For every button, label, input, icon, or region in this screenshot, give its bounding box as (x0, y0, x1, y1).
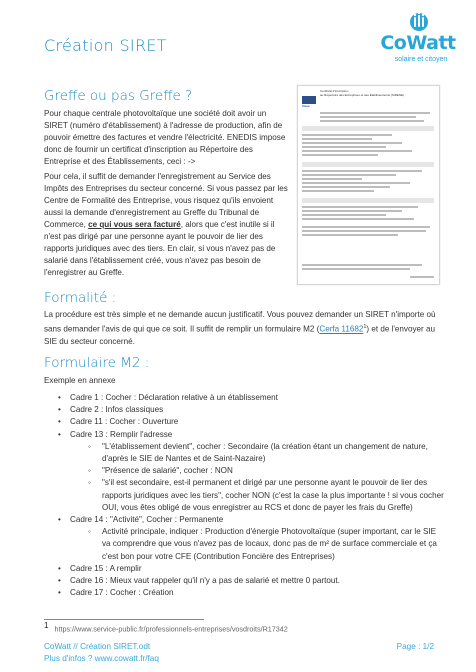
footnote-ref[interactable]: 1 (363, 324, 367, 330)
list-item: • Cadre 16 : Mieux vaut rappeler qu'il n'y a pas de salarié et mettre 0 partout. (44, 575, 444, 587)
section-heading-greffe: Greffe ou pas Greffe ? (44, 88, 193, 104)
certificate-line (302, 218, 414, 220)
cowatt-logo (370, 10, 466, 72)
footnote-url[interactable]: https://www.service-public.fr/professionnels-entreprises/vosdroits/R17342 (54, 624, 288, 634)
logo-tagline: solaire et citoyen (394, 56, 448, 63)
certificate-section-bar (302, 198, 434, 203)
formalite-text-a: La procédure est très simple et ne demande aucun justificatif. Vous pouvez demander un SIRET n'importe où sans demander l'avis de qui que ce soit. Il suffit de remplir un formulaire M2 ( (44, 310, 436, 334)
list-item: • Cadre 13 : Remplir l'adresse (44, 429, 444, 441)
certificate-section-bar (302, 162, 434, 167)
certificate-line (302, 226, 430, 228)
list-item: • Cadre 11 : Cocher : Ouverture (44, 416, 444, 428)
section-heading-formalite: Formalité : (44, 290, 117, 306)
certificate-line (302, 214, 386, 216)
certificate-section-bar (302, 126, 434, 131)
certificate-line (302, 264, 422, 266)
certificate-line (302, 190, 374, 192)
certificate-line (302, 174, 396, 176)
list-item: • Cadre 2 : Infos classiques (44, 404, 444, 416)
certificate-line (302, 150, 412, 152)
certificate-line (302, 146, 386, 148)
certificate-image (297, 85, 440, 285)
list-subitem: ◦ "s'il est secondaire, est-il permanent et dirigé par une personne ayant le pouvoir de lier des rapports juridiques avec les tiers", cocher NON (c'est la case la plus importante ! si vous cocher OUI, vous êtes obligé de vous enregistrer au RCS et donc de payer les frais du Greffe) (44, 477, 444, 514)
insee-logo-icon (302, 96, 316, 104)
certificate-line (320, 116, 416, 118)
greffe-text-bold: ce qui vous sera facturé (88, 220, 181, 229)
certificate-line (302, 154, 378, 156)
list-subitem: ◦ Activité principale, indiquer : Production d'énergie Photovoltaïque (super important, car le SIE va comprendre que vous n'avez pas de locaux, donc pas de m² de surface commerciale et ça c'est bon pour votre CFE (Contribution Foncière des Entreprises) (44, 526, 444, 563)
certificate-line (302, 234, 398, 236)
certificate-line (302, 230, 426, 232)
list-subitem: ◦ "L'établissement devient", cocher : Secondaire (la création étant un changement de nature, d'après le SIE de Nantes et de Saint-Nazaire) (44, 441, 444, 465)
footer-link[interactable]: Plus d'infos ? www.cowatt.fr/faq (44, 654, 159, 663)
certificate-line (320, 112, 430, 114)
list-item: • Cadre 17 : Cocher : Création (44, 587, 444, 599)
section-heading-formulaire: Formulaire M2 : (44, 355, 150, 371)
certificate-line (302, 268, 410, 270)
list-item: • Cadre 15 : A remplir (44, 563, 444, 575)
footnote-number: 1 (44, 621, 49, 630)
footnote-separator (44, 619, 204, 620)
greffe-paragraph-1: Pour chaque centrale photovoltaïque une société doit avoir un SIRET (numéro d'établissement) à l'adresse de production, afin de pouvoir émettre des factures et vendre l'électricité. ENEDIS impose donc de fournir un certificat d'inscription au Répertoire des Entreprise et des Établissements, ceci : -> (44, 109, 286, 166)
page-number: Page : 1/2 (396, 642, 434, 651)
certificate-header-line2: au Répertoire des Entreprises et des Établissements (SIRENE) (320, 92, 405, 97)
cerfa-link[interactable]: Cerfa 11682 (319, 324, 364, 334)
sun-icon (406, 10, 432, 34)
certificate-line (410, 276, 434, 278)
formalite-text-b: ) et de l'envoyer au SIE du secteur concerné. (44, 324, 435, 346)
certificate-line (302, 206, 418, 208)
certificate-line (302, 178, 362, 180)
certificate-line (302, 138, 372, 140)
greffe-text-b: , alors que c'est inutile si il n'est pas dirigé par une personne ayant le pouvoir de lier des rapports juridiques avec des tiers. En clair, si vous n'avez pas de salarié dans l'établissement créé, vous n'avez pas besoin de l'enregistrer au Greffe. (44, 220, 276, 277)
greffe-text-a: Pour cela, il suffit de demander l'enregistrement au Service des Impôts des Entreprises du secteur concerné. Si vous passez par les Centre de Formalité des Entreprise, vous risquez qu'ils envoient aussi la demande d'enregistrement au Greffe du Tribunal de Commerce, (44, 172, 288, 229)
certificate-line (320, 120, 424, 122)
page-title: Création SIRET (44, 36, 167, 55)
certificate-line (302, 182, 410, 184)
insee-logo-text: Insee (302, 104, 310, 108)
certificate-header (320, 90, 432, 97)
logo-wordmark: CoWatt (380, 32, 456, 54)
list-item: • Cadre 1 : Cocher : Déclaration relative à un établissement (44, 392, 444, 404)
greffe-paragraph-2 (44, 171, 290, 279)
certificate-line (302, 142, 402, 144)
footnote (44, 621, 288, 633)
certificate-line (302, 210, 402, 212)
list-item: • Cadre 14 : "Activité", Cocher : Permanente (44, 514, 444, 526)
certificate-header-line1: Certificat d'inscription (320, 89, 349, 93)
certificate-line (302, 170, 422, 172)
certificate-line (302, 186, 390, 188)
formulaire-list (44, 392, 444, 599)
list-subitem: ◦ "Présence de salarié", cocher : NON (44, 465, 444, 477)
formulaire-intro: Exemple en annexe (44, 376, 116, 385)
footer-filename: CoWatt // Création SIRET.odt (44, 642, 151, 651)
certificate-line (302, 134, 392, 136)
formalite-paragraph (44, 309, 446, 348)
